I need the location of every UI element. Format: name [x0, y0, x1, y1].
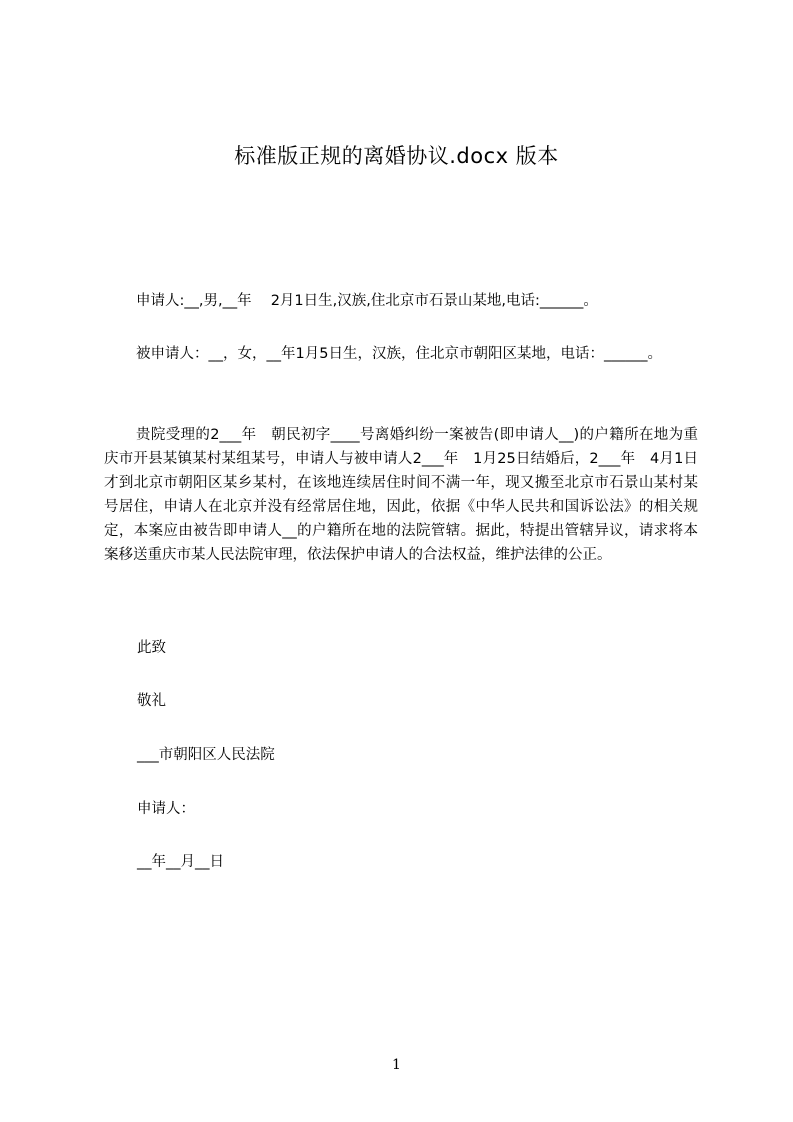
salutation-text: 此致 [137, 640, 166, 656]
regards-text: 敬礼 [137, 693, 166, 709]
body-paragraph: 贵院受理的2___年 朝民初字____号离婚纠纷一案被告(即申请人__)的户籍所在地为重庆市开县某镇某村某组某号，申请人与被申请人2___年 1月25日结婚后，2___年 4月1日才到北京市朝阳区某乡某村，在该地连续居住时间不满一年，现又搬至北京市石景山某村某号居住，申请人在北京并没有经常居住地，因此，依据《中华人民共和国诉讼法》的相关规定，本案应由被告即申请人__的户籍所在地的法院管辖。据此，特提出管辖异议，请求将本案移送重庆市某人民法院审理，依法保护申请人的合法权益，维护法律的公正。 [104, 427, 698, 563]
court-name: ___市朝阳区人民法院 [137, 747, 275, 763]
document-title: 标准版正规的离婚协议.docx 版本 [234, 144, 559, 168]
applicant-paragraph: 申请人:__,男,__年 2月1日生,汉族,住北京市石景山某地,电话:______。 [136, 293, 598, 309]
page-number: 1 [392, 1057, 401, 1073]
signature-label: 申请人： [137, 801, 195, 817]
respondent-paragraph: 被申请人：__，女，__年1月5日生，汉族，住北京市朝阳区某地，电话：______。 [136, 346, 662, 362]
date-line: __年__月__日 [137, 854, 224, 870]
